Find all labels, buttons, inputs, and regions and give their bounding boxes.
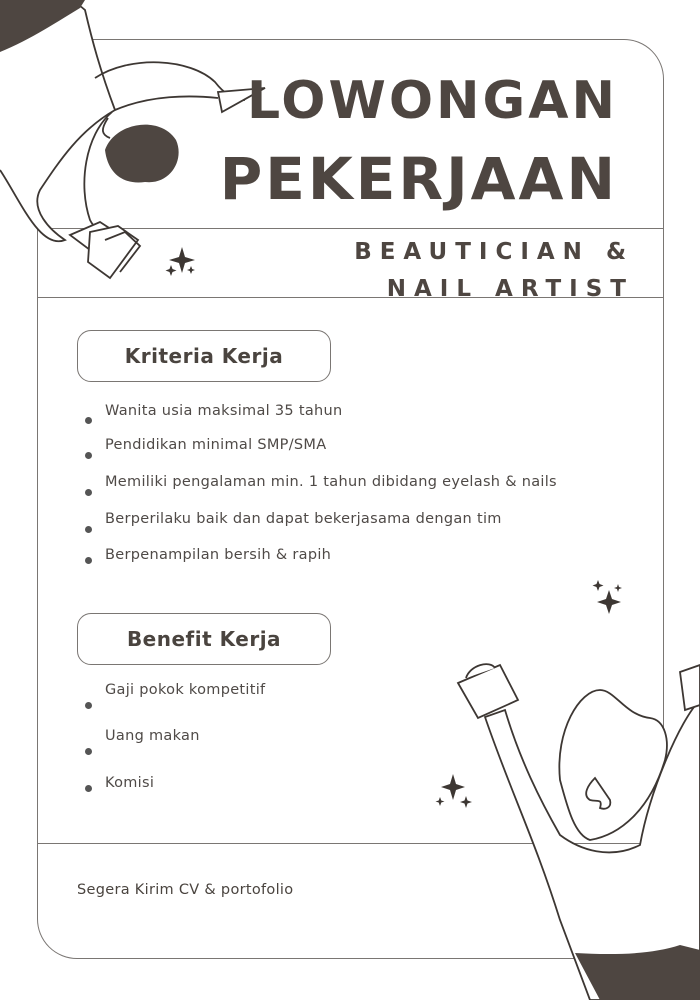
criteria-heading: Kriteria Kerja [77,330,331,382]
sparkle-icon [436,774,473,808]
list-item: Berpenampilan bersih & rapih [85,547,557,573]
list-item: Wanita usia maksimal 35 tahun [85,403,557,437]
reading-person-illustration [0,0,265,278]
footer-call-to-action: Segera Kirim CV & portofolio [77,882,294,898]
criteria-list [85,403,557,573]
title-line-1: LOWONGAN [246,71,618,131]
benefit-list [85,682,265,801]
benefit-heading: Benefit Kerja [77,613,331,665]
list-item: Uang makan [85,728,265,775]
cheering-person-illustration [458,664,700,1000]
list-item: Memiliki pengalaman min. 1 tahun dibidang eyelash & nails [85,474,557,511]
list-item: Komisi [85,775,265,801]
sparkle-icon [166,247,196,276]
list-item: Gaji pokok kompetitif [85,682,265,728]
sparkle-icon [593,580,623,614]
list-item: Berperilaku baik dan dapat bekerjasama dengan tim [85,511,557,547]
position-subtitle: BEAUTICIAN & NAIL ARTIST [354,239,634,302]
title-line-2: PEKERJAAN [219,145,618,213]
list-item: Pendidikan minimal SMP/SMA [85,437,557,474]
